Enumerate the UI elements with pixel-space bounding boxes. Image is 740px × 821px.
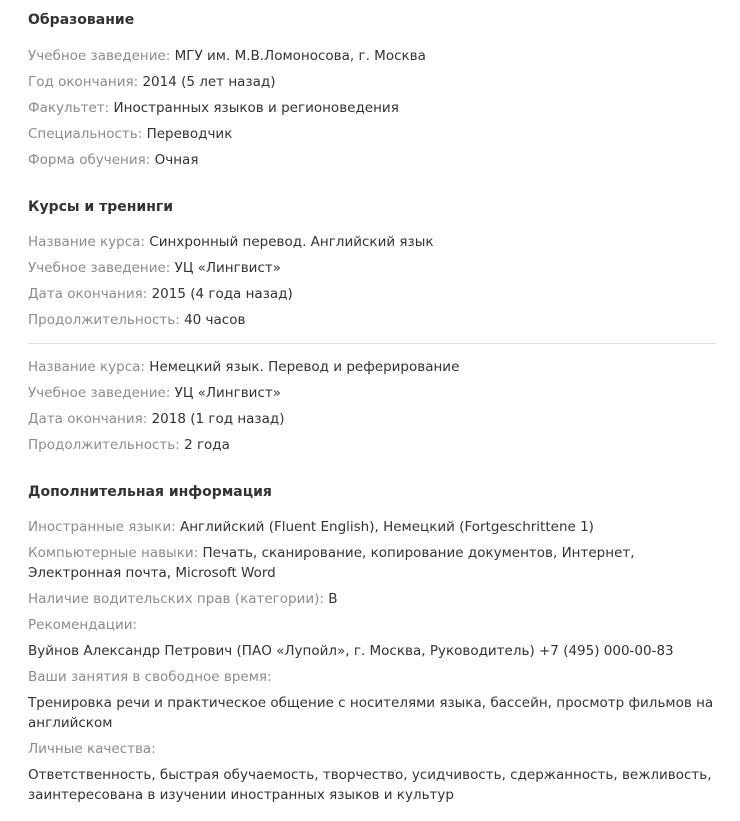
field-value: 2015 (4 года назад) — [151, 286, 293, 302]
education-specialty-row — [28, 124, 728, 144]
field-label: Форма обучения: — [28, 152, 151, 168]
field-value: 2014 (5 лет назад) — [142, 74, 276, 90]
additional-info-section — [28, 482, 728, 805]
field-label: Наличие водительских прав (категории): — [28, 591, 324, 607]
course-name-row — [28, 357, 728, 377]
field-label: Название курса: — [28, 359, 145, 375]
recommendations-label: Рекомендации: — [28, 617, 138, 633]
field-label: Дата окончания: — [28, 286, 148, 302]
field-value: Синхронный перевод. Английский язык — [149, 234, 434, 250]
personal-qualities-value: Ответственность, быстрая обучаемость, творчество, усидчивость, сдержанность, вежливость, заинтересована в изучении иностранных языков и культур — [28, 767, 712, 803]
field-value: 40 часов — [184, 312, 246, 328]
field-label: Название курса: — [28, 234, 145, 250]
field-value: Иностранных языков и регионоведения — [113, 100, 399, 116]
computer-skills-row — [28, 543, 728, 583]
hobbies-label: Ваши занятия в свободное время: — [28, 669, 272, 685]
course-institution-row — [28, 383, 728, 403]
course-institution-row — [28, 258, 728, 278]
field-label: Продолжительность: — [28, 437, 180, 453]
field-value: 2018 (1 год назад) — [151, 411, 285, 427]
field-value: Печать, сканирование, копирование документов, Интернет, Электронная почта, Microsoft Word — [28, 545, 635, 581]
course-item — [28, 232, 728, 330]
course-divider — [28, 343, 716, 344]
education-institution-row — [28, 46, 728, 66]
course-duration-row — [28, 310, 728, 330]
driving-license-row — [28, 589, 728, 609]
field-label: Учебное заведение: — [28, 260, 171, 276]
field-value: МГУ им. М.В.Ломоносова, г. Москва — [174, 48, 426, 64]
education-faculty-row — [28, 98, 728, 118]
education-year-row — [28, 72, 728, 92]
hobbies-value: Тренировка речи и практическое общение с носителями языка, бассейн, просмотр фильмов на английском — [28, 695, 714, 731]
field-label: Иностранные языки: — [28, 519, 176, 535]
field-value: Немецкий язык. Перевод и реферирование — [149, 359, 460, 375]
languages-row — [28, 517, 728, 537]
education-section — [28, 0, 728, 170]
education-form-row — [28, 150, 728, 170]
field-label: Год окончания: — [28, 74, 139, 90]
course-duration-row — [28, 435, 728, 455]
field-label: Учебное заведение: — [28, 385, 171, 401]
field-value: B — [328, 591, 338, 607]
education-title: Образование — [28, 12, 135, 28]
field-value: Очная — [154, 152, 199, 168]
field-value: Переводчик — [146, 126, 233, 142]
course-name-row — [28, 232, 728, 252]
field-label: Учебное заведение: — [28, 48, 171, 64]
additional-info-title: Дополнительная информация — [28, 484, 272, 500]
field-label: Компьютерные навыки: — [28, 545, 199, 561]
field-value: Английский (Fluent English), Немецкий (Fortgeschrittene 1) — [179, 519, 594, 535]
field-value: 2 года — [184, 437, 230, 453]
field-value: УЦ «Лингвист» — [174, 260, 282, 276]
field-label: Специальность: — [28, 126, 143, 142]
course-end-date-row — [28, 409, 728, 429]
personal-qualities-label: Личные качества: — [28, 741, 156, 757]
courses-title: Курсы и тренинги — [28, 199, 174, 215]
field-label: Продолжительность: — [28, 312, 180, 328]
field-label: Факультет: — [28, 100, 110, 116]
recommendations-value: Вуйнов Александр Петрович (ПАО «Лупойл», г. Москва, Руководитель) +7 (495) 000-00-83 — [28, 643, 674, 659]
field-label: Дата окончания: — [28, 411, 148, 427]
courses-section — [28, 197, 728, 455]
course-end-date-row — [28, 284, 728, 304]
course-item — [28, 357, 728, 455]
field-value: УЦ «Лингвист» — [174, 385, 282, 401]
